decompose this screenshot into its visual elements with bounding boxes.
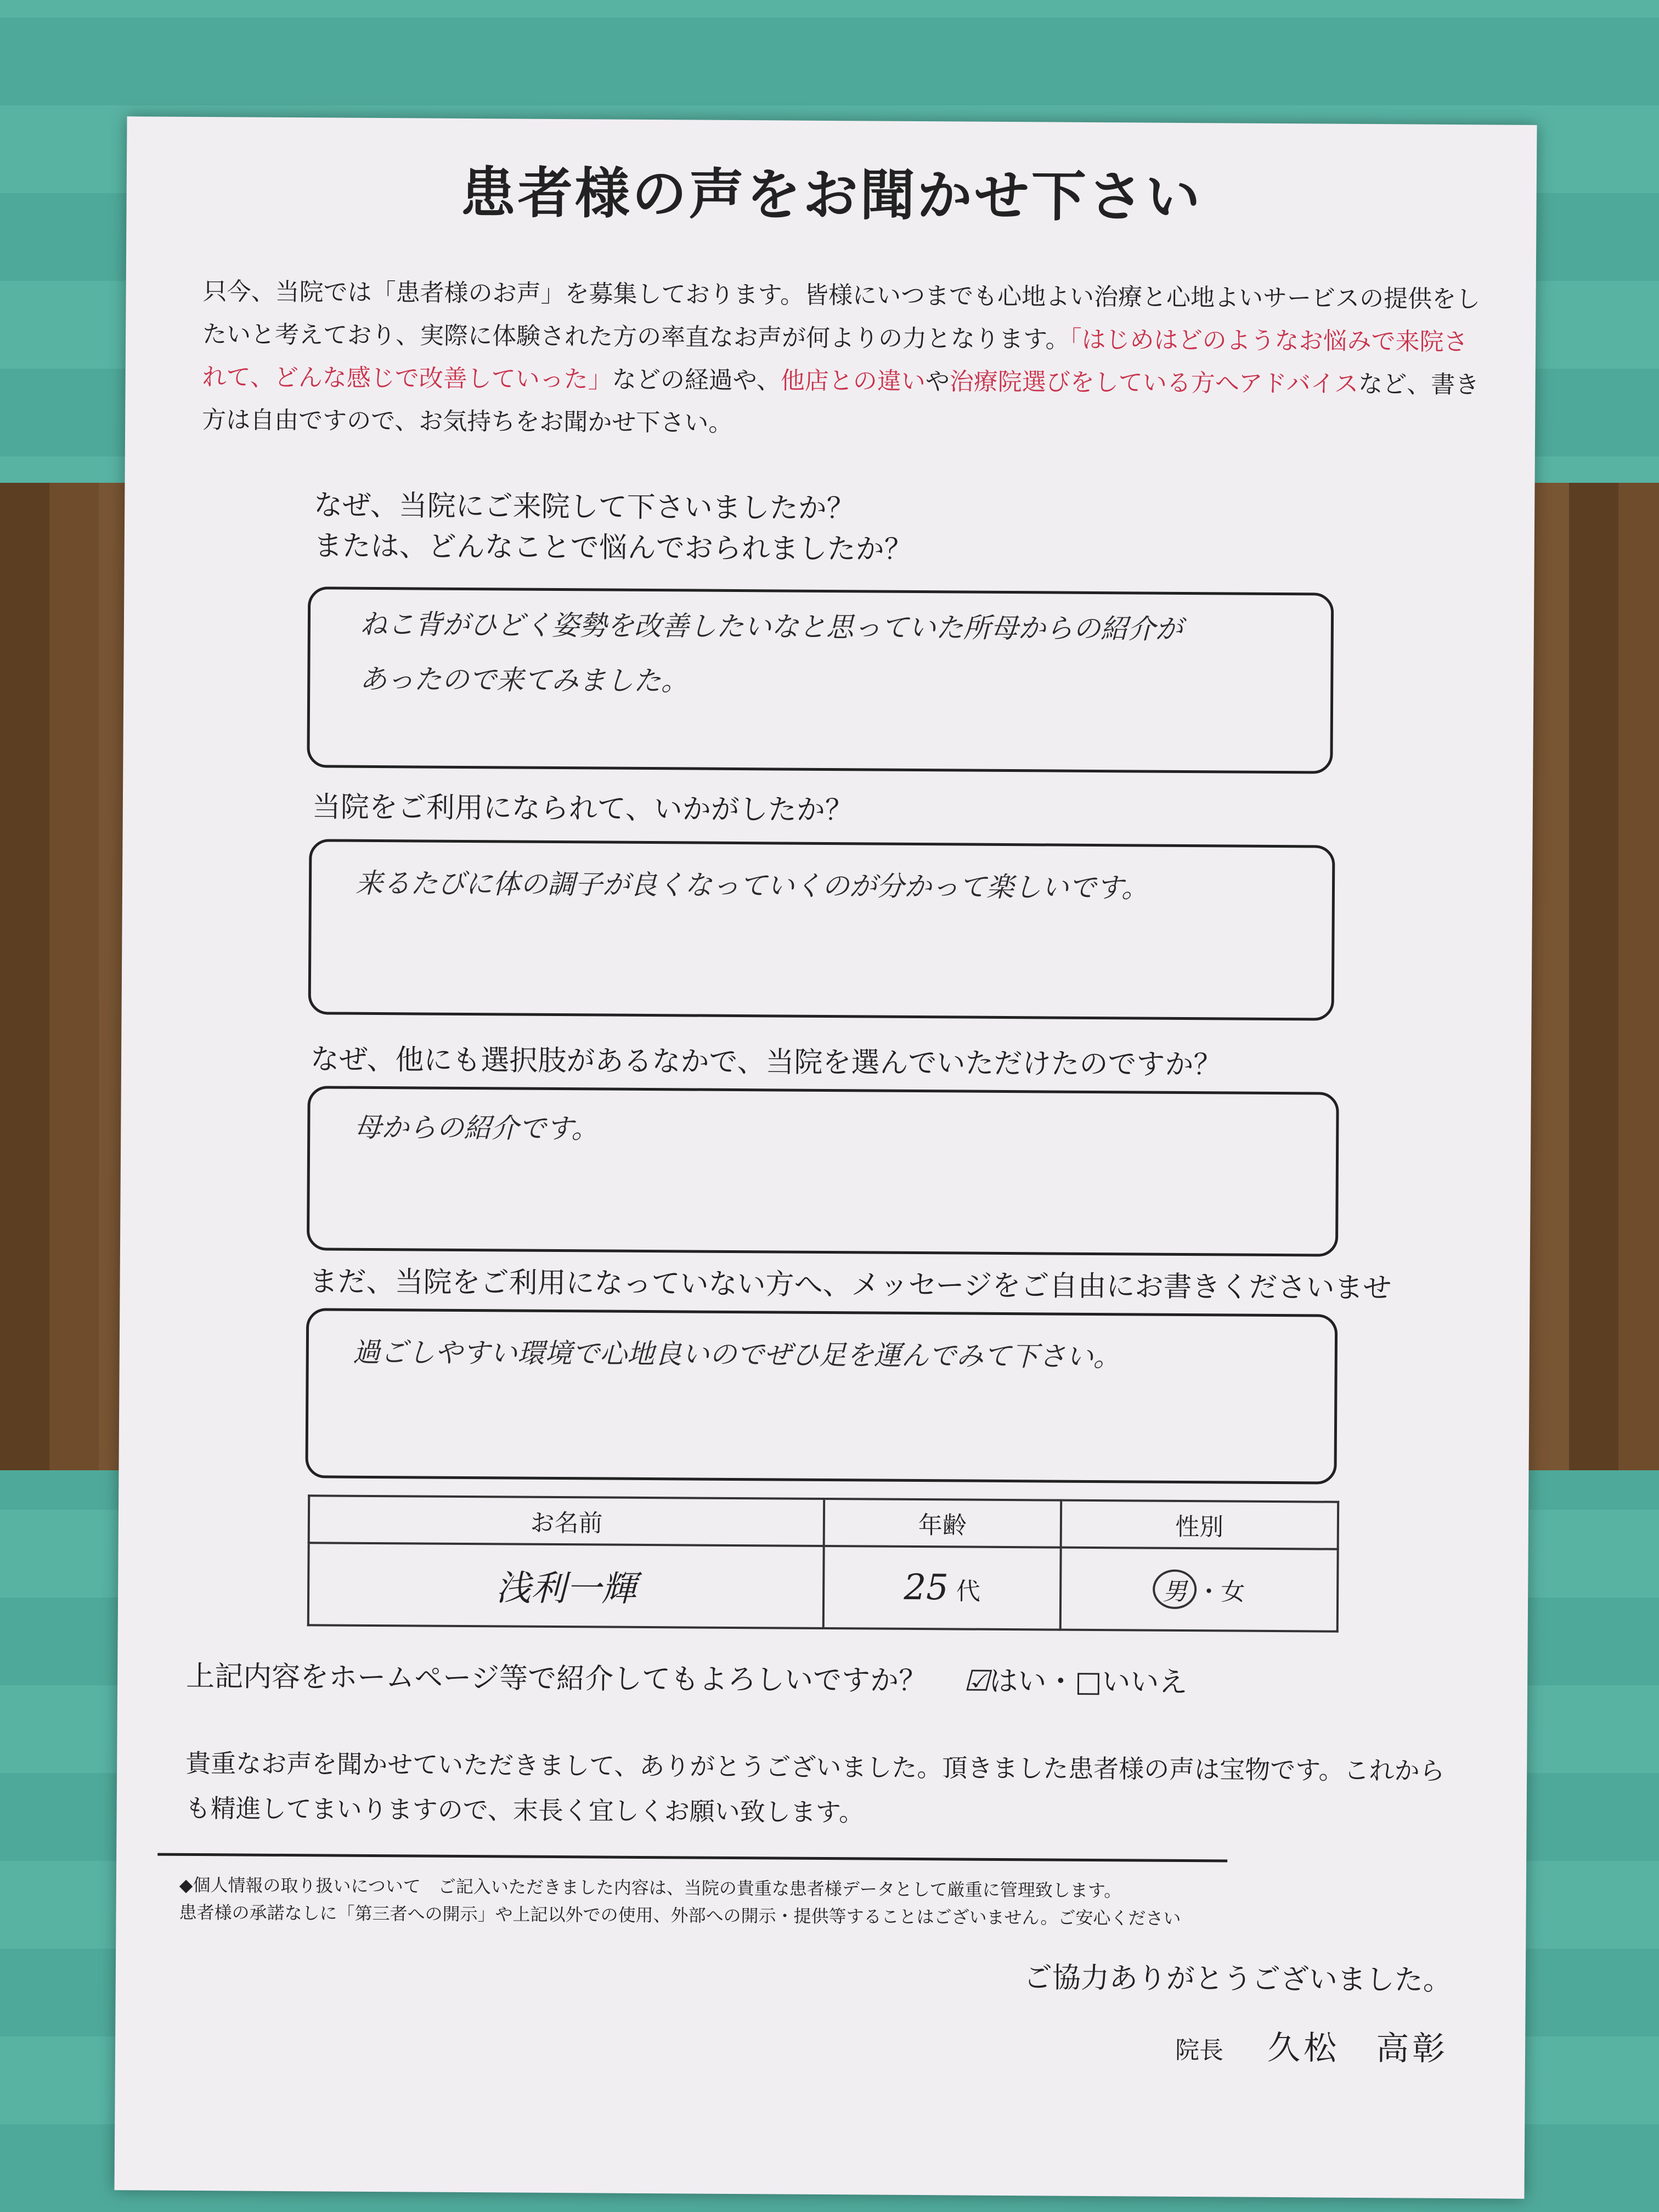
closing-message: ご協力ありがとうございました。 [1023, 1961, 1452, 1997]
answer-4-line-1: 過ごしやすい環境で心地良いのでぜひ足を運んでみて下さい。 [352, 1336, 1121, 1373]
age-cell[interactable] [823, 1546, 1060, 1630]
question-2-label: 当院をご利用になられて、いかがしたか？ [312, 791, 854, 827]
privacy-line-2: 患者様の承諾なしに「第三者への開示」や上記以外での使用、外部への開示・提供等することはございません。ご安心ください [179, 1901, 1181, 1929]
signature-name: 久松 高彰 [1267, 2028, 1449, 2068]
answer-2-box[interactable] [308, 839, 1335, 1020]
intro-text-4: など、書き方は自由ですので、お気持ちをお聞かせ下さい。 [202, 370, 1480, 437]
answer-3-line-1: 母からの紹介です。 [354, 1111, 599, 1145]
answer-2-line-1: 来るたびに体の調子が良くなっていくのが分かって楽しいです。 [355, 867, 1149, 904]
gender-cell[interactable] [1060, 1548, 1338, 1632]
intro-paragraph [202, 270, 1487, 449]
privacy-notice [179, 1871, 1181, 1932]
divider [157, 1853, 1227, 1863]
gender-male-circled[interactable]: 男 [1153, 1570, 1197, 1609]
name-header: お名前 [309, 1496, 825, 1546]
gender-header: 性別 [1060, 1500, 1338, 1549]
page-title: 患者様の声をお聞かせ下さい [460, 160, 1203, 230]
yes-label: はい [989, 1664, 1047, 1699]
question-1-line-1: なぜ、当院にご来院して下さいましたか？ [314, 489, 855, 526]
intro-text-2: などの経過や、 [612, 365, 781, 395]
thanks-paragraph: 貴重なお声を聞かせていただきまして、ありがとうございました。頂きました患者様の声は宝物です。これからも精進してまいりますので、末長く宜しくお願い致します。 [185, 1748, 1445, 1827]
question-1-line-2: または、どんなことで悩んでおられましたか？ [313, 529, 913, 566]
answer-3-box[interactable] [307, 1086, 1339, 1256]
yes-checkbox-icon[interactable]: ☑ [963, 1664, 990, 1698]
privacy-line-1: ◆個人情報の取り扱いについて ご記入いただきました内容は、当院の貴重な患者様データとして厳重に管理致します。 [179, 1874, 1122, 1901]
intro-text-1: 只今、当院では「患者様のお声」を募集しております。皆様にいつまでも心地よい治療と心地よいサービスの提供をしたいと考えており、実際に体験された方の率直なお声が何よりの力となります。 [202, 278, 1481, 354]
intro-highlight-3: 治療院選びをしている方へアドバイス [949, 368, 1359, 398]
permission-question: 上記内容をホームページ等で紹介してもよろしいですか？ [186, 1660, 928, 1698]
answer-1-box[interactable] [307, 586, 1334, 774]
age-unit: 代 [956, 1577, 980, 1606]
intro-highlight-2: 他店との違い [780, 366, 926, 396]
answer-1-line-2: あったので来てみました。 [359, 663, 689, 697]
answer-1-line-1: ねこ背がひどく姿勢を改善したいなと思っていた所母からの紹介が [359, 608, 1183, 645]
answer-4-box[interactable] [305, 1308, 1338, 1484]
no-label: いいえ [1102, 1666, 1188, 1700]
permission-separator: ・ [1046, 1665, 1075, 1699]
name-cell[interactable] [308, 1543, 824, 1628]
gender-separator: ・ [1197, 1578, 1221, 1606]
no-checkbox-icon[interactable]: □ [1075, 1665, 1102, 1699]
question-4-label: まだ、当院をご利用になっていない方へ、メッセージをご自由にお書きくださいませ [309, 1265, 1392, 1305]
question-1-label [314, 485, 913, 570]
name-value: 浅利一輝 [495, 1568, 637, 1610]
signature [1175, 2021, 1449, 2070]
intro-highlight-1: 「はじめはどのようなお悩みで来院されて、どんな感じで改善していった」 [202, 325, 1468, 394]
survey-sheet [114, 116, 1537, 2199]
question-3-label: なぜ、他にも選択肢があるなかで、当院を選んでいただけたのですか？ [310, 1043, 1222, 1082]
signature-role: 院長 [1175, 2036, 1224, 2065]
gender-female[interactable]: 女 [1221, 1578, 1245, 1606]
age-header: 年齢 [824, 1499, 1061, 1548]
publish-permission [186, 1653, 1188, 1700]
age-value: 25 [904, 1567, 949, 1609]
respondent-info-table [307, 1494, 1339, 1632]
intro-text-3: や [925, 368, 950, 396]
